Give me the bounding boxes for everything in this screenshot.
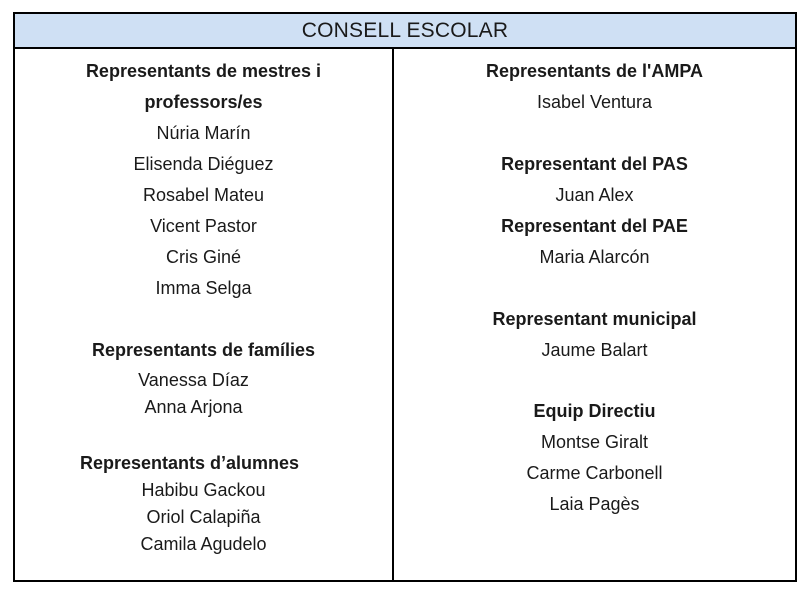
familia-name: Vanessa Díaz — [138, 370, 249, 390]
municipal-name: Jaume Balart — [541, 340, 648, 360]
mestre-name: Imma Selga — [155, 278, 252, 298]
alumne-name: Habibu Gackou — [141, 480, 266, 500]
directiu-heading: Equip Directiu — [533, 401, 656, 421]
directiu-name: Laia Pagès — [549, 494, 640, 514]
ampa-name: Isabel Ventura — [536, 92, 653, 112]
alumne-name: Oriol Calapiña — [146, 507, 261, 527]
pae-heading: Representant del PAE — [501, 216, 688, 236]
ampa-heading: Representants de l'AMPA — [486, 61, 703, 81]
mestre-name: Núria Marín — [156, 123, 251, 143]
consell-escolar-table — [13, 12, 797, 582]
pas-heading: Representant del PAS — [501, 154, 688, 174]
alumnes-heading: Representants d’alumnes — [79, 453, 300, 473]
table-title: CONSELL ESCOLAR — [15, 14, 795, 49]
mestre-name: Rosabel Mateu — [142, 185, 265, 205]
familia-name: Anna Arjona — [144, 397, 243, 417]
mestres-heading-line1: Representants de mestres i — [85, 61, 322, 81]
mestre-name: Cris Giné — [165, 247, 241, 267]
mestre-name: Vicent Pastor — [150, 216, 257, 236]
directiu-name: Carme Carbonell — [526, 463, 663, 483]
pae-name: Maria Alarcón — [539, 247, 650, 267]
directiu-name: Montse Giralt — [540, 432, 649, 452]
families-heading: Representants de famílies — [91, 340, 316, 360]
alumne-name: Camila Agudelo — [140, 534, 267, 554]
pas-name: Juan Alex — [555, 185, 634, 205]
mestre-name: Elisenda Diéguez — [133, 154, 274, 174]
mestres-heading-line2: professors/es — [144, 92, 263, 112]
municipal-heading: Representant municipal — [492, 309, 697, 329]
